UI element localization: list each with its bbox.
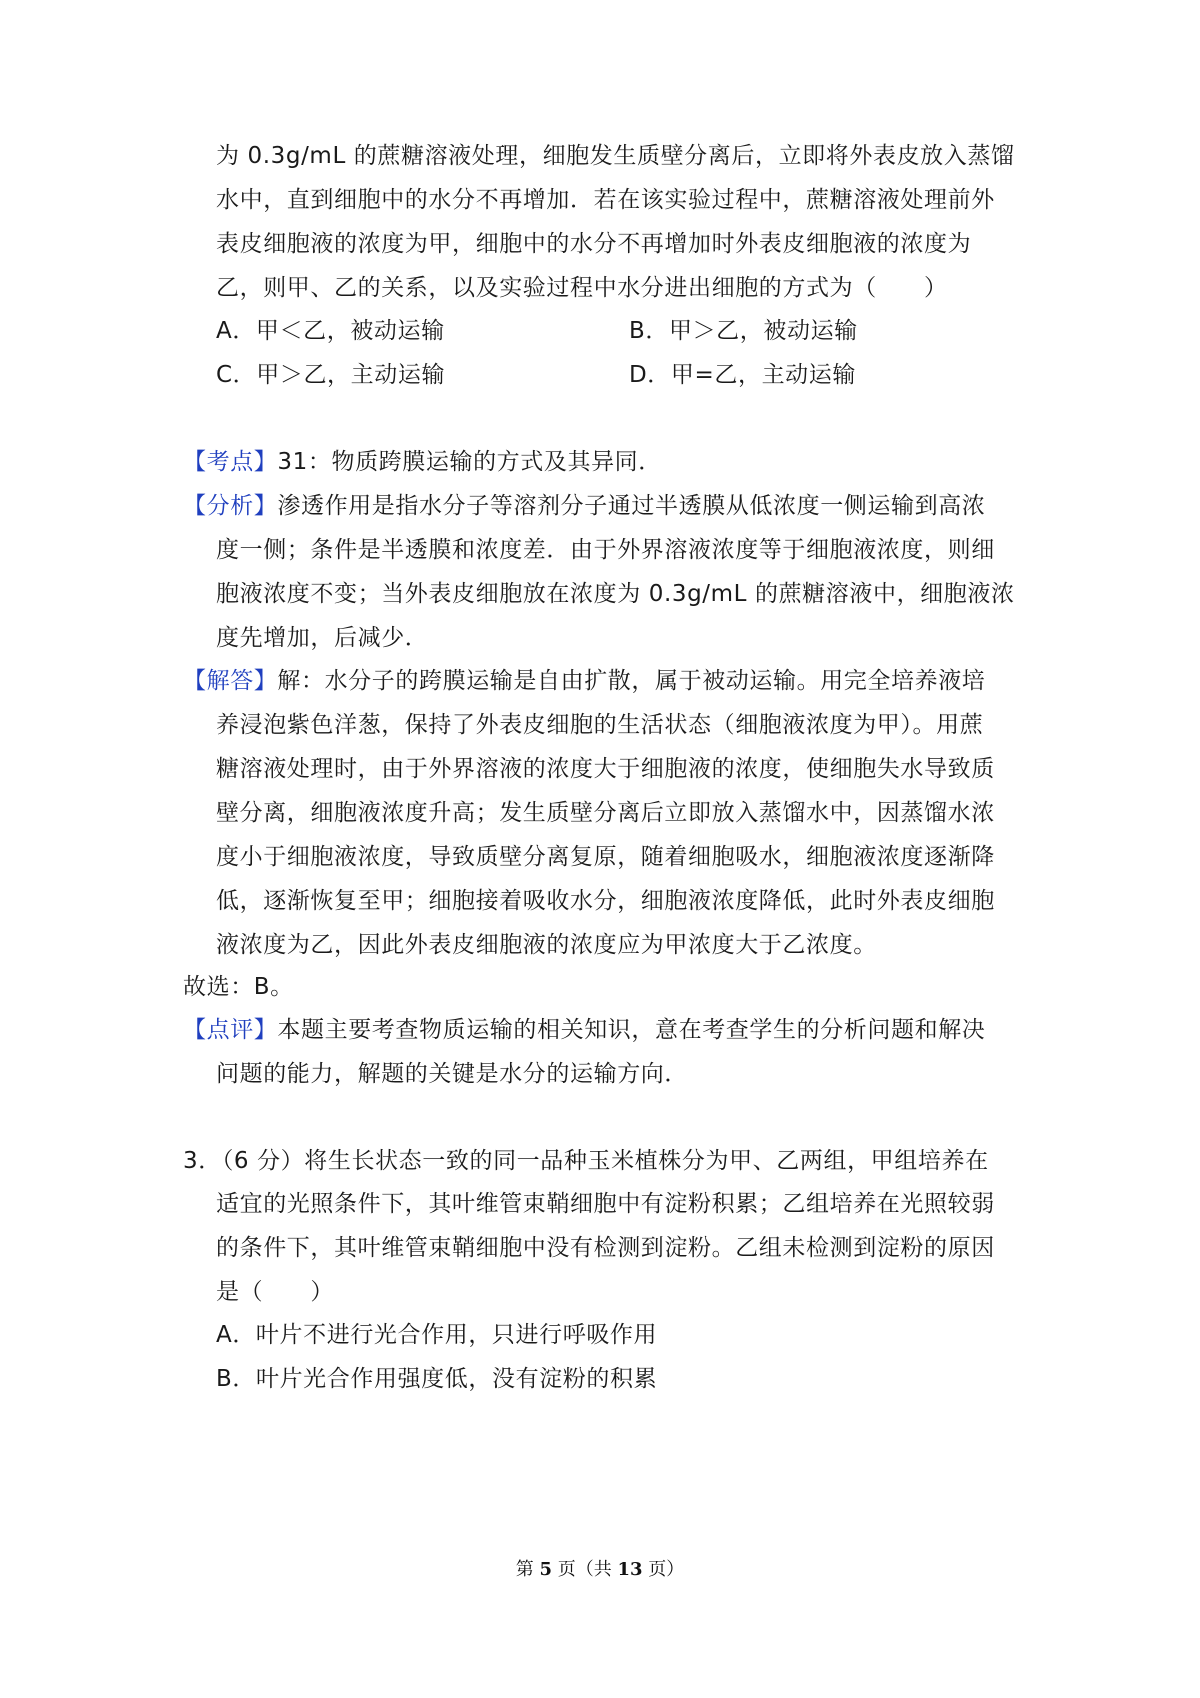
jieda-line-5: 度小于细胞液浓度，导致质壁分离复原，随着细胞吸水，细胞液浓度逐渐降 xyxy=(216,844,995,870)
footer-prefix: 第 xyxy=(515,1559,540,1580)
q2-stem-line-2: 水中，直到细胞中的水分不再增加．若在该实验过程中，蔗糖溶液处理前外 xyxy=(216,187,995,213)
jieda-line-1 xyxy=(183,666,985,696)
jieda-line-6: 低，逐渐恢复至甲；细胞接着吸收水分，细胞液浓度降低，此时外表皮细胞 xyxy=(216,888,995,914)
footer-total-pages: 13 xyxy=(617,1559,643,1580)
jieda-line-7: 液浓度为乙，因此外表皮细胞液的浓度应为甲浓度大于乙浓度。 xyxy=(216,932,877,958)
kaodian-line xyxy=(183,447,662,477)
dianping-line-1 xyxy=(183,1015,985,1045)
jieda-tag: 【解答】 xyxy=(183,668,278,694)
jieda-line-4: 壁分离，细胞液浓度升高；发生质壁分离后立即放入蒸馏水中，因蒸馏水浓 xyxy=(216,800,995,826)
q3-stem-line-1: 3．（6 分）将生长状态一致的同一品种玉米植株分为甲、乙两组，甲组培养在 xyxy=(183,1148,989,1174)
q3-stem-line-3: 的条件下，其叶维管束鞘细胞中没有检测到淀粉。乙组未检测到淀粉的原因 xyxy=(216,1235,995,1261)
footer-middle: 页（共 xyxy=(552,1559,618,1580)
fenxi-line-4: 度先增加，后减少． xyxy=(216,625,429,651)
kaodian-tag: 【考点】 xyxy=(183,449,278,475)
footer-suffix: 页） xyxy=(642,1559,685,1580)
q3-stem-line-2: 适宜的光照条件下，其叶维管束鞘细胞中有淀粉积累；乙组培养在光照较弱 xyxy=(216,1191,995,1217)
q3-stem-line-4: 是（ ） xyxy=(216,1279,334,1305)
fenxi-line-3: 胞液浓度不变；当外表皮细胞放在浓度为 0.3g/mL 的蔗糖溶液中，细胞液浓 xyxy=(216,581,1015,607)
q2-option-d: D．甲=乙，主动运输 xyxy=(629,362,856,388)
q3-option-b: B．叶片光合作用强度低，没有淀粉的积累 xyxy=(216,1366,658,1392)
kaodian-text: 31：物质跨膜运输的方式及其异同． xyxy=(277,449,662,475)
q2-stem-line-4: 乙，则甲、乙的关系，以及实验过程中水分进出细胞的方式为（ ） xyxy=(216,275,948,301)
dianping-text-1: 本题主要考查物质运输的相关知识，意在考查学生的分析问题和解决 xyxy=(277,1017,986,1043)
q2-stem-line-3: 表皮细胞液的浓度为甲，细胞中的水分不再增加时外表皮细胞液的浓度为 xyxy=(216,231,972,257)
page-footer xyxy=(0,1558,1200,1582)
fenxi-tag: 【分析】 xyxy=(183,493,278,519)
fenxi-text-1: 渗透作用是指水分子等溶剂分子通过半透膜从低浓度一侧运输到高浓 xyxy=(277,493,986,519)
q3-option-a: A．叶片不进行光合作用，只进行呼吸作用 xyxy=(216,1322,658,1348)
q2-option-b: B．甲＞乙，被动运输 xyxy=(629,318,858,344)
footer-page-number: 5 xyxy=(539,1559,552,1580)
jieda-text-1: 解：水分子的跨膜运输是自由扩散，属于被动运输。用完全培养液培 xyxy=(277,668,986,694)
q2-stem-line-1: 为 0.3g/mL 的蔗糖溶液处理，细胞发生质壁分离后，立即将外表皮放入蒸馏 xyxy=(216,143,1015,169)
dianping-tag: 【点评】 xyxy=(183,1017,278,1043)
fenxi-line-2: 度一侧；条件是半透膜和浓度差．由于外界溶液浓度等于细胞液浓度，则细 xyxy=(216,537,995,563)
q2-option-a: A．甲＜乙，被动运输 xyxy=(216,318,445,344)
fenxi-line-1 xyxy=(183,491,985,521)
jieda-line-3: 糖溶液处理时，由于外界溶液的浓度大于细胞液的浓度，使细胞失水导致质 xyxy=(216,756,995,782)
answer-line: 故选：B。 xyxy=(183,974,294,1000)
jieda-line-2: 养浸泡紫色洋葱，保持了外表皮细胞的生活状态（细胞液浓度为甲）。用蔗 xyxy=(216,712,984,738)
q2-option-c: C．甲＞乙，主动运输 xyxy=(216,362,446,388)
dianping-line-2: 问题的能力，解题的关键是水分的运输方向． xyxy=(216,1061,688,1087)
